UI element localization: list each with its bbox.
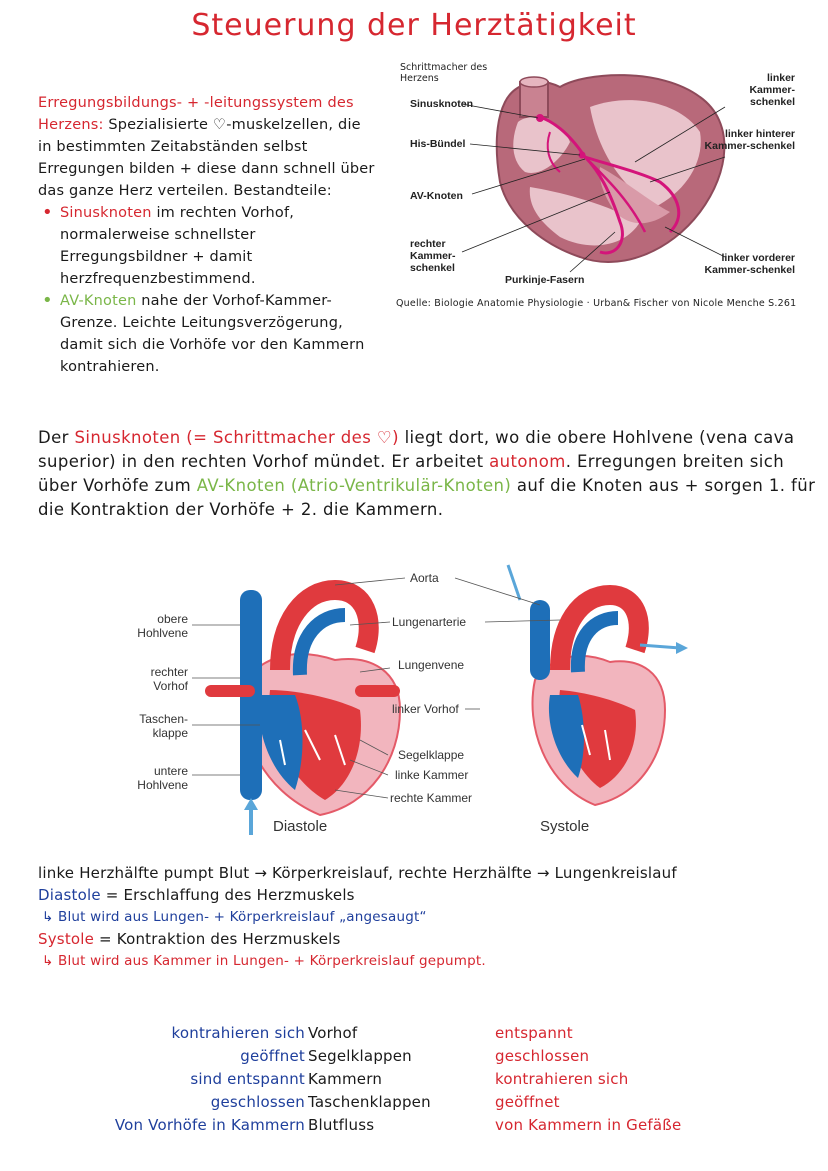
bullet-sinusknoten — [38, 202, 378, 290]
label-lungenarterie: Lungenarterie — [392, 615, 467, 629]
systole-term: Systole — [38, 930, 95, 948]
comparison-cell: von Kammern in Gefäße — [495, 1116, 682, 1134]
source-citation: Quelle: Biologie Anatomie Physiologie · Urban& Fischer von Nicole Menche S.261 — [396, 298, 797, 309]
label-rechter-kammerschenkel: rechter Kammer-schenkel — [410, 238, 456, 274]
comparison-cell: geöffnet — [495, 1093, 560, 1111]
sinus-paragraph — [38, 426, 818, 522]
intro-text — [38, 92, 378, 378]
comparison-cell: kontrahieren sich — [495, 1070, 629, 1088]
label-untere-hohlvene: untere Hohlvene — [137, 764, 188, 792]
para-text: . Erregungen breiten sich über Vorhöfe zum — [38, 452, 785, 495]
diastole-definition: = Erschlaffung des Herzmuskels — [105, 886, 355, 904]
label-linker-hinterer-kammerschenkel: linker hinterer Kammer-schenkel — [704, 128, 795, 152]
comparison-cell: entspannt — [495, 1024, 573, 1042]
notes-diastole — [38, 884, 818, 906]
label-lungenvene: Lungenvene — [398, 658, 465, 672]
label-linker-vorderer-kammerschenkel: linker vorderer Kammer-schenkel — [704, 252, 795, 276]
systole-heart — [508, 565, 688, 805]
bullet-term: AV-Knoten — [60, 293, 137, 309]
comparison-cell: kontrahieren sich — [171, 1024, 305, 1042]
bullet-text: nahe der Vorhof-Kammer-Grenze. Leichte Leitungsverzögerung, damit sich die Vorhöfe vor den Kammern kontrahieren. — [60, 293, 365, 375]
para-text: Der — [38, 428, 69, 447]
para-highlight: autonom — [489, 452, 566, 471]
comparison-cell: Von Vorhöfe in Kammern — [114, 1116, 305, 1134]
comparison-cell: Blutfluss — [308, 1116, 375, 1134]
pacemaker-note: Schrittmacher des Herzens — [400, 62, 488, 84]
bullet-av-knoten — [38, 290, 378, 378]
label-taschenklappe: Taschen-klappe — [139, 712, 188, 740]
notes-systole — [38, 928, 818, 950]
comparison-cell: Taschenklappen — [308, 1093, 431, 1111]
label-systole: Systole — [540, 818, 590, 835]
diastole-term: Diastole — [38, 886, 101, 904]
intro-body-a: Spezialisierte — [108, 117, 209, 133]
comparison-cell: Vorhof — [308, 1024, 358, 1042]
blood-flow-notes — [38, 862, 818, 972]
label-segelklappe: Segelklappe — [398, 748, 465, 762]
para-highlight: AV-Knoten (Atrio-Ventrikulär-Knoten) — [196, 476, 512, 495]
label-sinusknoten: Sinusknoten — [410, 98, 474, 110]
comparison-diastole-column — [60, 1022, 305, 1137]
comparison-cell: geschlossen — [495, 1047, 590, 1065]
label-av-knoten: AV-Knoten — [410, 190, 463, 202]
bullet-dot: • — [42, 202, 53, 223]
label-his-buendel: His-Bündel — [410, 138, 466, 150]
label-linker-kammerschenkel: linker Kammer-schenkel — [749, 72, 795, 108]
systole-arrow-note: ↳ Blut wird aus Kammer in Lungen- + Körperkreislauf gepumpt. — [42, 953, 486, 969]
page-title: Steuerung der Herztätigkeit — [191, 8, 637, 43]
intro-body-b: -muskelzellen, die in bestimmten Zeitabständen selbst Erregungen bilden + diese dann schnell über das ganze Herz verteilen. Bestandteile: — [38, 117, 375, 199]
heart-cycle-diagram — [120, 560, 690, 840]
label-linker-vorhof: linker Vorhof — [392, 702, 459, 716]
bullet-dot: • — [42, 290, 53, 311]
bullet-term: Sinusknoten — [60, 205, 152, 221]
label-aorta: Aorta — [410, 571, 439, 585]
label-diastole: Diastole — [273, 818, 328, 835]
diastole-arrow-note: ↳ Blut wird aus Lungen- + Körperkreislauf „angesaugt“ — [42, 909, 427, 925]
comparison-systole-column — [495, 1022, 755, 1137]
comparison-cell: geschlossen — [210, 1093, 305, 1111]
systole-definition: = Kontraktion des Herzmuskels — [99, 930, 341, 948]
label-purkinje-fasern: Purkinje-Fasern — [505, 274, 585, 286]
notes-line-1: linke Herzhälfte pumpt Blut → Körperkreislauf, rechte Herzhälfte → Lungenkreislauf — [38, 864, 677, 882]
diastole-heart — [205, 590, 400, 835]
comparison-cell: Segelklappen — [308, 1047, 412, 1065]
label-rechte-kammer: rechte Kammer — [390, 791, 473, 805]
label-rechter-vorhof: rechter Vorhof — [150, 665, 188, 693]
comparison-cell: Kammern — [308, 1070, 383, 1088]
conduction-diagram — [400, 62, 800, 302]
intro-heading: Erregungsbildungs- + -leitungssystem des Herzens: — [38, 95, 354, 133]
inflow-arrow-head — [244, 798, 258, 810]
label-obere-hohlvene: obere Hohlvene — [137, 612, 188, 640]
heart-symbol: ♡ — [212, 117, 227, 133]
comparison-cell: sind entspannt — [190, 1070, 305, 1088]
comparison-parts-column — [308, 1022, 458, 1137]
bullet-text: im rechten Vorhof, normalerweise schnellster Erregungsbildner + damit herzfrequenzbestimmend. — [60, 205, 295, 287]
para-text: liegt dort, wo die obere Hohlvene (vena cava superior) in den rechten Vorhof mündet. Er arbeitet — [38, 428, 795, 471]
para-highlight: Sinusknoten (= Schrittmacher des ♡) — [74, 428, 399, 447]
para-text: auf die Knoten aus + sorgen 1. für die Kontraktion der Vorhöfe + 2. die Kammern. — [38, 476, 816, 519]
label-linke-kammer: linke Kammer — [395, 768, 469, 782]
comparison-cell: geöffnet — [240, 1047, 305, 1065]
